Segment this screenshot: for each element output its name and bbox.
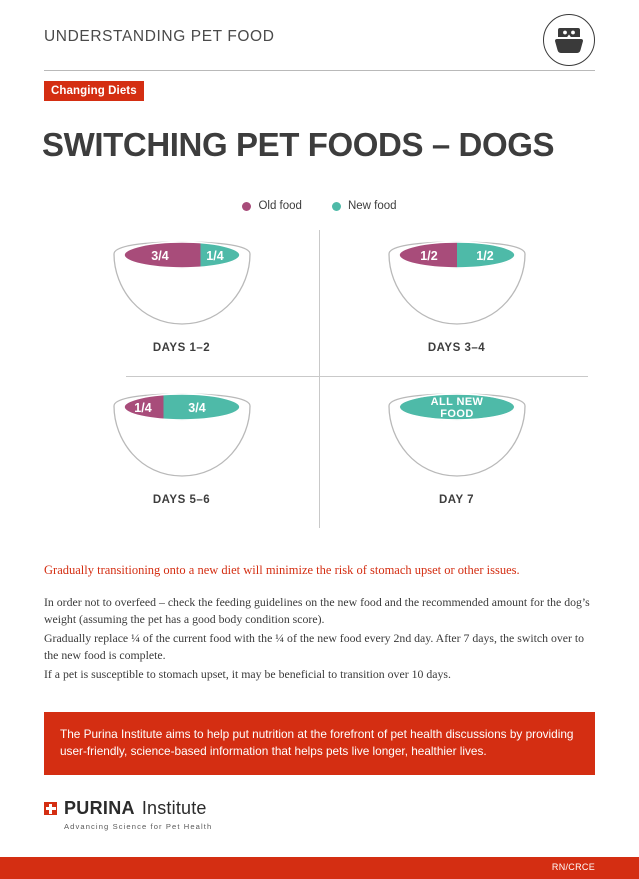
svg-text:1/4: 1/4: [133, 401, 152, 415]
svg-text:ALL NEW: ALL NEW: [430, 396, 483, 408]
footer-code: RN/CRCE: [551, 862, 595, 872]
body-paragraph-1: In order not to overfeed – check the feeding guidelines on the new food and the recommended amount for the dog’s weight (assuming the pet has a good body condition score).: [44, 595, 590, 626]
legend: [0, 200, 639, 212]
page-header: [44, 14, 595, 66]
section-tag: Changing Diets: [44, 81, 144, 101]
svg-text:FOOD: FOOD: [439, 408, 474, 420]
mission-callout: The Purina Institute aims to help put nutrition at the forefront of pet health discussions by providing user-friendly, science-based information that helps pets live longer, healthier lives.: [44, 712, 595, 775]
purina-cross-icon: [44, 802, 57, 815]
purina-institute-logo: [44, 798, 304, 831]
legend-dot-old-food: [242, 202, 251, 211]
bowl-graphic-days-5-6: [44, 380, 319, 488]
bowl-cell-day-7: [319, 380, 594, 506]
bowl-cell-days-1-2: [44, 228, 319, 354]
header-divider: [44, 70, 595, 71]
bowl-cell-days-3-4: [319, 228, 594, 354]
footer-bar: [0, 857, 639, 879]
bowl-graphic-days-3-4: [319, 228, 594, 336]
bowl-caption-day-7: DAY 7: [438, 494, 475, 506]
body-paragraph-3: If a pet is susceptible to stomach upset, it may be beneficial to transition over 10 days.: [44, 667, 451, 681]
bowl-caption-days-1-2: DAYS 1–2: [152, 342, 211, 354]
svg-text:3/4: 3/4: [150, 249, 169, 263]
bowl-graphic-day-7: [319, 380, 594, 488]
bowl-diagram-grid: [44, 228, 595, 538]
pet-bowl-icon: [543, 14, 595, 66]
bowl-caption-days-5-6: DAYS 5–6: [152, 494, 211, 506]
legend-label-old-food: Old food: [258, 200, 302, 212]
legend-item-new-food: [332, 200, 397, 212]
institute-wordmark: Institute: [141, 798, 207, 818]
purina-tagline: Advancing Science for Pet Health: [64, 822, 213, 831]
svg-text:1/2: 1/2: [475, 249, 494, 263]
bowl-cell-days-5-6: [44, 380, 319, 506]
lead-paragraph: Gradually transitioning onto a new diet will minimize the risk of stomach upset or other issues.: [44, 563, 520, 577]
svg-text:3/4: 3/4: [187, 401, 206, 415]
grid-horizontal-divider: [126, 376, 588, 377]
body-paragraph-2: Gradually replace ¼ of the current food with the ¼ of the new food every 2nd day. After 7 days, the switch over to the new food is complete.: [44, 631, 585, 662]
svg-text:1/2: 1/2: [419, 249, 438, 263]
svg-text:1/4: 1/4: [205, 249, 224, 263]
legend-label-new-food: New food: [347, 200, 397, 212]
bowl-graphic-days-1-2: [44, 228, 319, 336]
legend-dot-new-food: [332, 202, 341, 211]
legend-item-old-food: [242, 200, 301, 212]
page-title: UNDERSTANDING PET FOOD: [44, 28, 275, 45]
main-heading: SWITCHING PET FOODS – DOGS: [42, 126, 555, 163]
purina-wordmark: PURINA: [64, 798, 135, 818]
bowl-caption-days-3-4: DAYS 3–4: [427, 342, 486, 354]
